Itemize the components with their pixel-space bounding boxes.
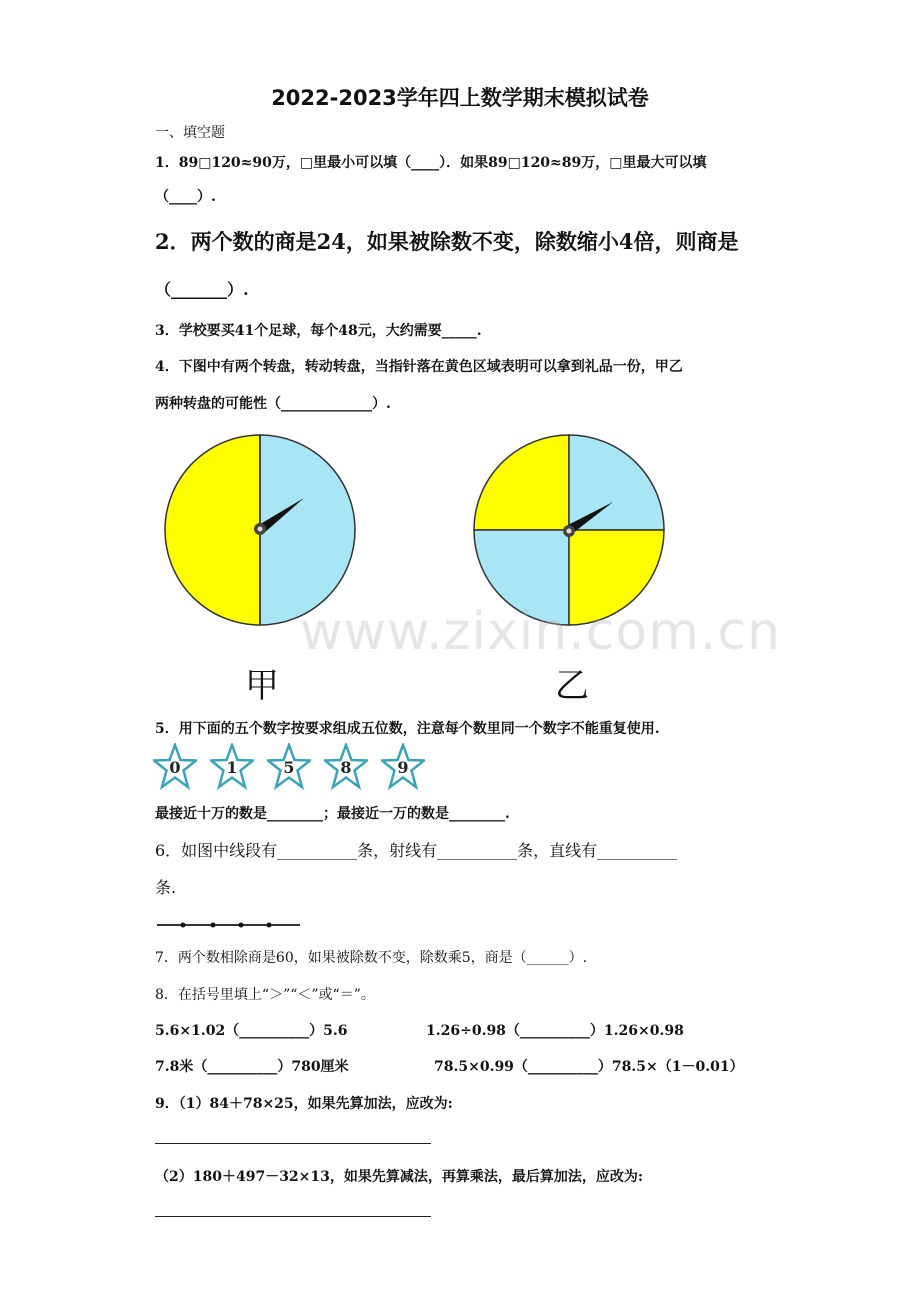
spinner-jia-blue-half xyxy=(260,435,355,625)
question-8-row-1-right: 1.26÷0.98（__________）1.26×0.98 xyxy=(426,1023,684,1039)
star-digit xyxy=(324,743,368,791)
question-5-line-2: 最接近十万的数是________；最接近一万的数是________. xyxy=(155,806,510,822)
spinner-yi-label: 乙 xyxy=(555,666,589,706)
question-8-row-2-right: 78.5×0.99（__________）78.5×（1－0.01） xyxy=(434,1059,744,1075)
star-digit xyxy=(381,743,425,791)
question-2-line-1: 2．两个数的商是24，如果被除数不变，除数缩小4倍，则商是 xyxy=(155,229,739,254)
question-8-row-2-left: 7.8米（__________）780厘米 xyxy=(155,1059,349,1075)
question-8-row-1-left: 5.6×1.02（__________）5.6 xyxy=(155,1023,348,1039)
spinner-yi-yellow-top-left xyxy=(474,435,569,530)
spinner-jia xyxy=(165,435,355,625)
watermark: www.zixin.com.cn xyxy=(300,602,781,662)
spinner-yi-blue-top-right xyxy=(569,435,664,530)
question-1-line-2: （____）. xyxy=(155,189,216,205)
star-digit xyxy=(210,743,254,791)
spinner-jia-yellow-half xyxy=(165,435,260,625)
question-9-part-2: （2）180＋497－32×13，如果先算减法，再算乘法，最后算加法，应改为: xyxy=(155,1169,644,1185)
answer-line-1 xyxy=(155,1143,431,1144)
question-4-line-1: 4．下图中有两个转盘，转动转盘，当指针落在黄色区域表明可以拿到礼品一份，甲乙 xyxy=(155,359,683,375)
star-digit-label: 1 xyxy=(226,758,238,777)
question-6-line-2: 条. xyxy=(155,878,177,897)
line-segment-figure xyxy=(155,918,305,932)
question-5-line-1: 5．用下面的五个数字按要求组成五位数，注意每个数里同一个数字不能重复使用. xyxy=(155,721,660,737)
star-digit-label: 0 xyxy=(169,758,181,777)
question-2-line-2: （_______）. xyxy=(155,280,249,299)
question-9-part-1: 9．（1）84＋78×25，如果先算加法，应改为: xyxy=(155,1096,453,1112)
star-digit-label: 9 xyxy=(397,758,409,777)
star-digit xyxy=(153,743,197,791)
page-title: 2022-2023学年四上数学期末模拟试卷 xyxy=(271,86,649,110)
answer-line-2 xyxy=(155,1216,431,1217)
question-8-instruction: 8．在括号里填上“＞”“＜”或“＝”。 xyxy=(155,987,375,1003)
question-7: 7．两个数相除商是60，如果被除数不变，除数乘5，商是（______）. xyxy=(155,950,588,966)
question-6-line-1: 6．如图中线段有__________条，射线有__________条，直线有__________ xyxy=(155,841,678,860)
question-3: 3．学校要买41个足球，每个48元，大约需要_____. xyxy=(155,323,482,339)
star-digit-label: 5 xyxy=(283,758,295,777)
section-heading: 一、填空题 xyxy=(155,125,225,141)
digit-stars xyxy=(153,743,438,795)
star-digit xyxy=(267,743,311,791)
star-digit-label: 8 xyxy=(340,758,352,777)
spinner-yi xyxy=(474,435,664,625)
question-4-line-2: 两种转盘的可能性（_____________）. xyxy=(155,396,391,412)
spinner-jia-label: 甲 xyxy=(245,666,279,706)
question-1-line-1: 1．89□120≈90万，□里最小可以填（____）．如果89□120≈89万，□里最大可以填 xyxy=(155,155,707,171)
